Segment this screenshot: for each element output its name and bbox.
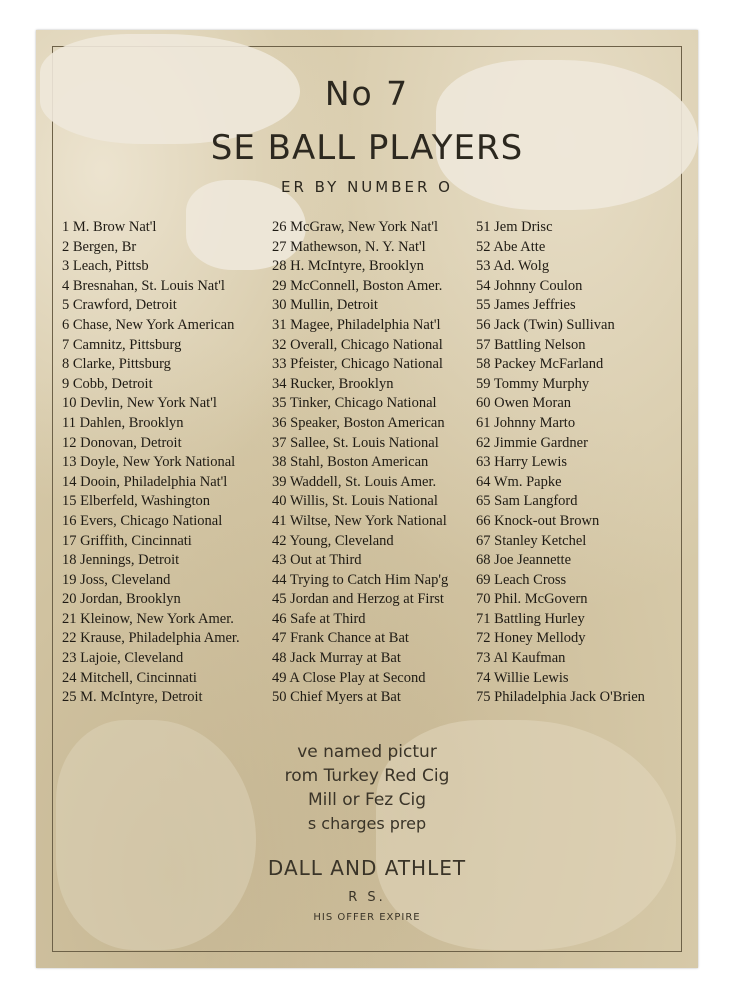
list-item: 24 Mitchell, Cincinnati — [62, 669, 197, 686]
list-item: 42 Young, Cleveland — [272, 532, 394, 549]
list-item: 31 Magee, Philadelphia Nat'l — [272, 316, 441, 333]
trading-card-back — [36, 30, 698, 968]
list-item: 74 Willie Lewis — [476, 669, 569, 686]
list-item: 36 Speaker, Boston American — [272, 414, 445, 431]
list-item: 3 Leach, Pittsb — [62, 258, 149, 275]
list-item: 50 Chief Myers at Bat — [272, 689, 401, 706]
list-item: 28 H. McIntyre, Brooklyn — [272, 258, 424, 275]
list-item: 56 Jack (Twin) Sullivan — [476, 316, 615, 333]
player-list-column-2 — [272, 218, 448, 708]
list-item: 19 Joss, Cleveland — [62, 571, 171, 588]
footer-line-1: ve named pictur — [297, 742, 437, 762]
list-item: 14 Dooin, Philadelphia Nat'l — [62, 473, 228, 490]
list-item: 30 Mullin, Detroit — [272, 297, 378, 314]
list-item: 1 M. Brow Nat'l — [62, 219, 157, 235]
card-title: SE BALL PLAYERS — [210, 128, 524, 168]
list-item: 61 Johnny Marto — [476, 414, 576, 431]
player-list-column-1 — [62, 218, 240, 708]
list-item: 67 Stanley Ketchel — [476, 532, 587, 549]
list-item: 66 Knock-out Brown — [476, 512, 600, 529]
list-item: 34 Rucker, Brooklyn — [272, 375, 394, 392]
list-item: 9 Cobb, Detroit — [62, 375, 153, 392]
list-item: 45 Jordan and Herzog at First — [272, 591, 444, 608]
list-item: 11 Dahlen, Brooklyn — [62, 414, 184, 431]
list-item: 72 Honey Mellody — [476, 630, 586, 647]
list-item: 26 McGraw, New York Nat'l — [272, 219, 438, 235]
footer-line-6: R S. — [348, 890, 386, 905]
list-item: 22 Krause, Philadelphia Amer. — [62, 630, 240, 647]
list-item: 12 Donovan, Detroit — [62, 434, 182, 451]
list-item: 15 Elberfeld, Washington — [62, 493, 210, 510]
list-item: 18 Jennings, Detroit — [62, 552, 180, 569]
list-item: 13 Doyle, New York National — [62, 454, 236, 471]
list-item: 7 Camnitz, Pittsburg — [62, 336, 182, 353]
list-item: 49 A Close Play at Second — [272, 669, 426, 686]
list-item: 69 Leach Cross — [476, 571, 567, 588]
list-item: 37 Sallee, St. Louis National — [272, 434, 439, 451]
list-item: 23 Lajoie, Cleveland — [62, 650, 184, 667]
list-item: 55 James Jeffries — [476, 297, 576, 314]
list-item: 6 Chase, New York American — [62, 316, 235, 333]
list-item: 16 Evers, Chicago National — [62, 512, 223, 529]
list-item: 40 Willis, St. Louis National — [272, 493, 438, 510]
list-item: 32 Overall, Chicago National — [272, 336, 443, 353]
footer-offer-expires: HIS OFFER EXPIRE — [313, 912, 421, 923]
list-item: 48 Jack Murray at Bat — [272, 650, 401, 667]
list-item: 27 Mathewson, N. Y. Nat'l — [272, 238, 426, 255]
list-item: 29 McConnell, Boston Amer. — [272, 277, 443, 294]
list-item: 8 Clarke, Pittsburg — [62, 356, 171, 373]
list-item: 59 Tommy Murphy — [476, 375, 590, 392]
list-item: 41 Wiltse, New York National — [272, 512, 447, 529]
footer-line-2: rom Turkey Red Cig — [284, 766, 450, 786]
list-item: 73 Al Kaufman — [476, 650, 566, 667]
list-item: 5 Crawford, Detroit — [62, 297, 177, 314]
footer-company-name: DALL AND ATHLET — [267, 856, 467, 880]
list-item: 62 Jimmie Gardner — [476, 434, 588, 451]
list-item: 2 Bergen, Br — [62, 238, 137, 255]
list-item: 57 Battling Nelson — [476, 336, 586, 353]
list-item: 63 Harry Lewis — [476, 454, 568, 471]
list-item: 44 Trying to Catch Him Nap'g — [272, 571, 449, 588]
list-item: 46 Safe at Third — [272, 610, 366, 627]
card-subtitle: ER BY NUMBER O — [281, 178, 453, 196]
list-item: 51 Jem Drisc — [476, 219, 553, 235]
list-item: 33 Pfeister, Chicago National — [272, 356, 443, 373]
list-item: 75 Philadelphia Jack O'Brien — [476, 689, 645, 706]
list-item: 35 Tinker, Chicago National — [272, 395, 437, 412]
list-item: 71 Battling Hurley — [476, 610, 585, 627]
list-item: 53 Ad. Wolg — [476, 258, 550, 275]
list-item: 21 Kleinow, New York Amer. — [62, 610, 234, 627]
list-item: 4 Bresnahan, St. Louis Nat'l — [62, 277, 225, 294]
list-item: 47 Frank Chance at Bat — [272, 630, 409, 647]
set-number: No 7 — [324, 74, 410, 113]
list-item: 70 Phil. McGovern — [476, 591, 588, 608]
list-item: 43 Out at Third — [272, 552, 362, 569]
list-item: 52 Abe Atte — [476, 238, 546, 255]
footer-line-3: Mill or Fez Cig — [307, 790, 427, 810]
list-item: 25 M. McIntyre, Detroit — [62, 689, 203, 706]
list-item: 38 Stahl, Boston American — [272, 454, 429, 471]
list-item: 20 Jordan, Brooklyn — [62, 591, 181, 608]
list-item: 54 Johnny Coulon — [476, 277, 583, 294]
list-item: 39 Waddell, St. Louis Amer. — [272, 473, 437, 490]
player-list-column-3 — [476, 218, 645, 708]
list-item: 65 Sam Langford — [476, 493, 578, 510]
list-item: 17 Griffith, Cincinnati — [62, 532, 192, 549]
list-item: 68 Joe Jeannette — [476, 552, 572, 569]
list-item: 60 Owen Moran — [476, 395, 572, 412]
footer-line-4: s charges prep — [307, 814, 427, 833]
list-item: 10 Devlin, New York Nat'l — [62, 395, 217, 412]
list-item: 58 Packey McFarland — [476, 356, 604, 373]
list-item: 64 Wm. Papke — [476, 473, 562, 490]
